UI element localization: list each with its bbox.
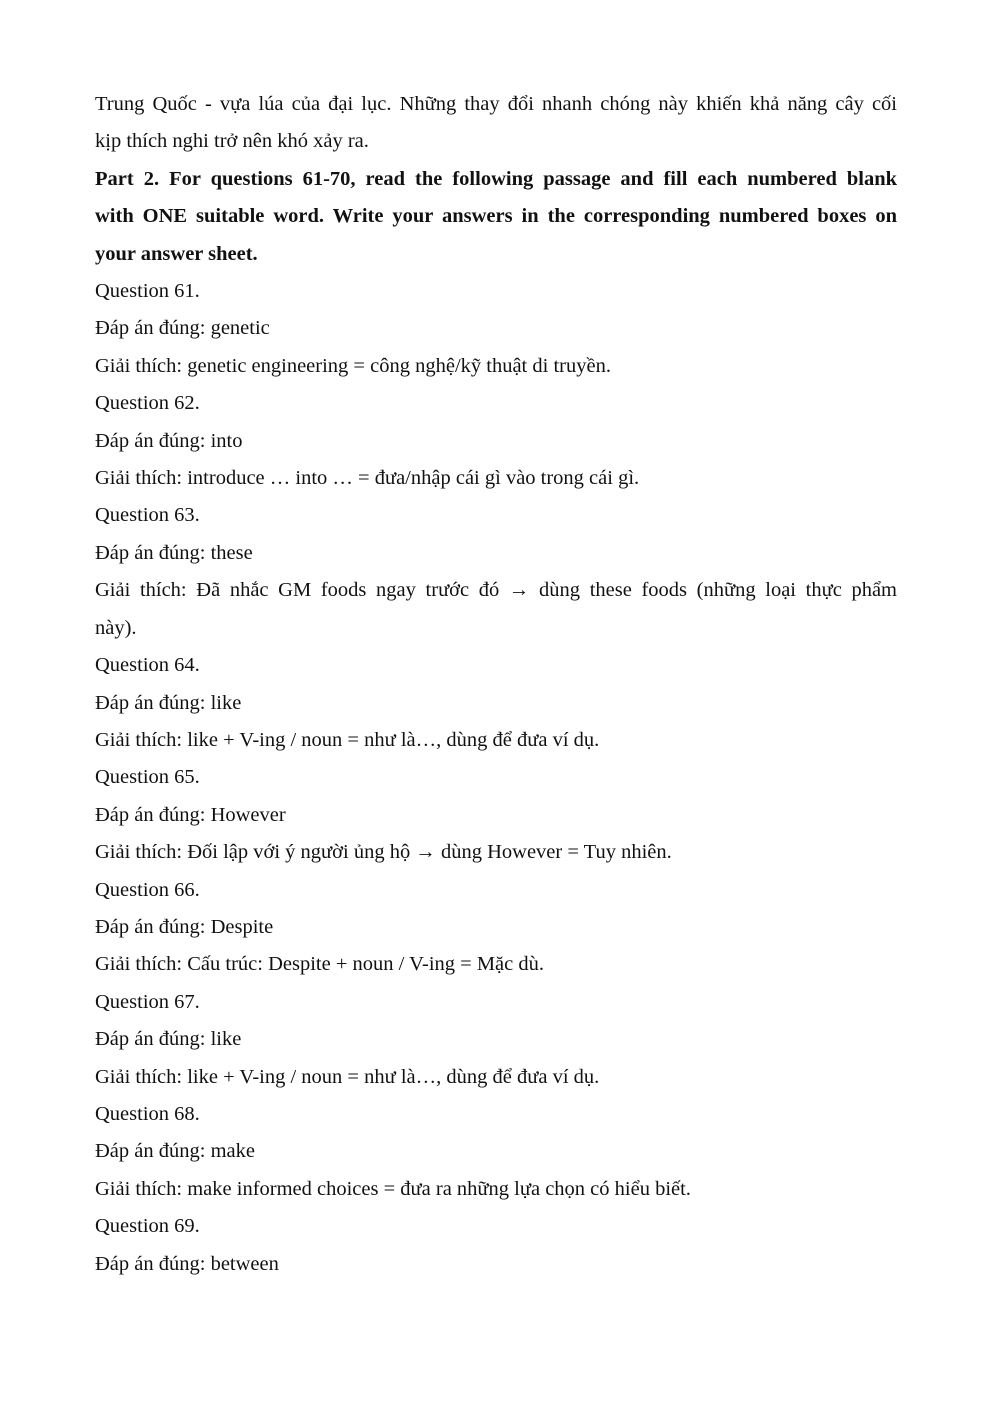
question-68-answer: Đáp án đúng: make — [95, 1140, 255, 1163]
question-62-label: Question 62. — [95, 392, 200, 415]
question-64-answer: Đáp án đúng: like — [95, 691, 242, 714]
question-63-label: Question 63. — [95, 504, 200, 527]
question-67-answer: Đáp án đúng: like — [95, 1028, 242, 1051]
question-67-label: Question 67. — [95, 990, 200, 1013]
question-61-answer: Đáp án đúng: genetic — [95, 317, 270, 340]
question-63-answer: Đáp án đúng: these — [95, 541, 253, 564]
part2-instruction-line-1: Part 2. For questions 61-70, read the following passage and fill each numbered blank — [95, 167, 897, 190]
question-65-explanation: Giải thích: Đối lập với ý người ủng hộ → dùng However = Tuy nhiên. — [95, 841, 672, 864]
question-65-label: Question 65. — [95, 766, 200, 789]
question-62-answer: Đáp án đúng: into — [95, 429, 243, 452]
question-66-answer: Đáp án đúng: Despite — [95, 915, 274, 938]
question-64-explanation: Giải thích: like + V-ing / noun = như là…, dùng để đưa ví dụ. — [95, 728, 600, 751]
question-62-explanation: Giải thích: introduce … into … = đưa/nhập cái gì vào trong cái gì. — [95, 467, 640, 490]
question-68-label: Question 68. — [95, 1102, 200, 1125]
question-68-explanation: Giải thích: make informed choices = đưa ra những lựa chọn có hiểu biết. — [95, 1177, 691, 1200]
intro-line-1: Trung Quốc - vựa lúa của đại lục. Những thay đổi nhanh chóng này khiến khả năng cây cối — [95, 93, 897, 115]
document-page — [95, 86, 897, 1283]
question-61-explanation: Giải thích: genetic engineering = công nghệ/kỹ thuật di truyền. — [95, 354, 611, 377]
question-63-explanation-cont: này). — [95, 616, 137, 639]
question-64-label: Question 64. — [95, 654, 200, 677]
question-63-explanation: Giải thích: Đã nhắc GM foods ngay trước đó → dùng these foods (những loại thực phẩm — [95, 579, 897, 602]
question-69-answer: Đáp án đúng: between — [95, 1252, 279, 1275]
question-66-explanation: Giải thích: Cấu trúc: Despite + noun / V-ing = Mặc dù. — [95, 953, 545, 976]
question-69-label: Question 69. — [95, 1215, 200, 1238]
question-67-explanation: Giải thích: like + V-ing / noun = như là…, dùng để đưa ví dụ. — [95, 1065, 600, 1088]
intro-line-2: kịp thích nghi trở nên khó xảy ra. — [95, 130, 369, 153]
question-65-answer: Đáp án đúng: However — [95, 803, 286, 826]
question-66-label: Question 66. — [95, 878, 200, 901]
question-61-label: Question 61. — [95, 280, 200, 303]
part2-instruction-line-3: your answer sheet. — [95, 242, 258, 265]
part2-instruction-line-2: with ONE suitable word. Write your answers in the corresponding numbered boxes on — [95, 205, 897, 228]
